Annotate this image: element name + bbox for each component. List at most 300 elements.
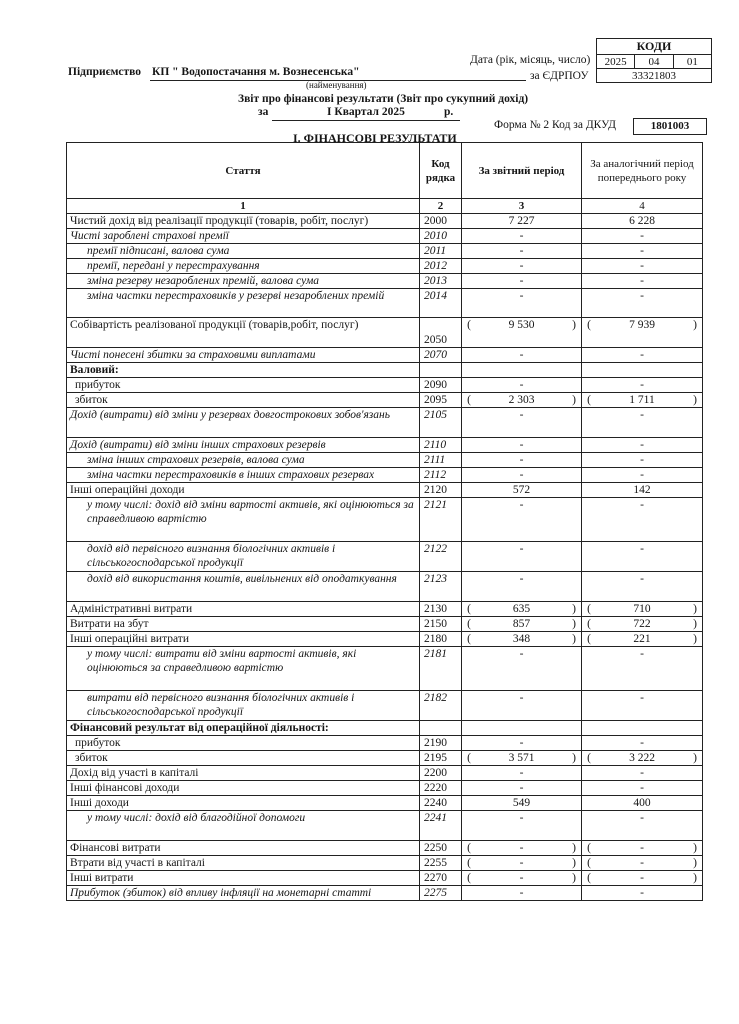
amount: - bbox=[519, 290, 524, 302]
table-row bbox=[67, 647, 703, 691]
col-number-1: 1 bbox=[67, 199, 420, 214]
row-current-value bbox=[462, 498, 582, 542]
open-paren: ( bbox=[587, 394, 591, 406]
open-paren: ( bbox=[467, 752, 471, 764]
row-code: 2200 bbox=[420, 766, 462, 781]
close-paren: ) bbox=[693, 857, 697, 869]
row-code: 2012 bbox=[420, 259, 462, 274]
row-article: Собівартість реалізованої продукції (товарів,робіт, послуг) bbox=[67, 318, 420, 348]
row-previous-value bbox=[582, 453, 703, 468]
row-current-value bbox=[462, 378, 582, 393]
row-current-value bbox=[462, 796, 582, 811]
table-row bbox=[67, 483, 703, 498]
row-current-value bbox=[462, 214, 582, 229]
amount: - bbox=[640, 290, 644, 302]
table-row bbox=[67, 691, 703, 721]
row-current-value bbox=[462, 602, 582, 617]
col-header-article: Стаття bbox=[67, 143, 420, 199]
row-code: 2013 bbox=[420, 274, 462, 289]
table-row bbox=[67, 766, 703, 781]
amount: - bbox=[519, 245, 524, 257]
row-previous-value bbox=[582, 886, 703, 901]
row-code: 2000 bbox=[420, 214, 462, 229]
date-day: 01 bbox=[673, 55, 711, 69]
row-previous-value bbox=[582, 796, 703, 811]
close-paren: ) bbox=[693, 603, 697, 615]
close-paren: ) bbox=[572, 319, 576, 331]
row-current-value bbox=[462, 542, 582, 572]
row-article: Інші операційні доходи bbox=[67, 483, 420, 498]
amount: - bbox=[640, 499, 644, 511]
amount: 1 711 bbox=[629, 394, 655, 406]
row-previous-value bbox=[582, 244, 703, 259]
row-code: 2150 bbox=[420, 617, 462, 632]
row-previous-value bbox=[582, 214, 703, 229]
row-current-value bbox=[462, 647, 582, 691]
row-code: 2275 bbox=[420, 886, 462, 901]
row-current-value bbox=[462, 363, 582, 378]
row-code: 2120 bbox=[420, 483, 462, 498]
close-paren: ) bbox=[693, 633, 697, 645]
row-article: Дохід від участі в капіталі bbox=[67, 766, 420, 781]
open-paren: ( bbox=[587, 603, 591, 615]
table-row bbox=[67, 886, 703, 901]
amount: - bbox=[519, 872, 524, 884]
table-row bbox=[67, 453, 703, 468]
row-article: Валовий: bbox=[67, 363, 420, 378]
row-article: зміна частки перестраховиків у резерві незароблених премій bbox=[67, 289, 420, 318]
amount: - bbox=[640, 230, 644, 242]
close-paren: ) bbox=[693, 394, 697, 406]
amount: 857 bbox=[512, 618, 531, 630]
amount: 9 530 bbox=[508, 319, 535, 331]
amount: - bbox=[519, 842, 524, 854]
amount: 2 303 bbox=[508, 394, 535, 406]
form-label: Форма № 2 Код за ДКУД bbox=[494, 119, 616, 131]
row-current-value bbox=[462, 811, 582, 841]
amount: - bbox=[640, 857, 644, 869]
close-paren: ) bbox=[572, 633, 576, 645]
period-value: I Квартал 2025 bbox=[327, 106, 405, 118]
row-previous-value bbox=[582, 274, 703, 289]
row-article: Інші доходи bbox=[67, 796, 420, 811]
table-row bbox=[67, 438, 703, 453]
row-code: 2190 bbox=[420, 736, 462, 751]
row-code: 2123 bbox=[420, 572, 462, 602]
row-previous-value bbox=[582, 647, 703, 691]
amount: - bbox=[519, 349, 524, 361]
close-paren: ) bbox=[572, 842, 576, 854]
amount: 6 228 bbox=[629, 215, 655, 227]
row-previous-value bbox=[582, 856, 703, 871]
open-paren: ( bbox=[467, 618, 471, 630]
row-current-value bbox=[462, 468, 582, 483]
row-previous-value bbox=[582, 602, 703, 617]
table-row bbox=[67, 468, 703, 483]
row-previous-value bbox=[582, 542, 703, 572]
open-paren: ( bbox=[587, 857, 591, 869]
row-article: зміна інших страхових резервів, валова сума bbox=[67, 453, 420, 468]
edrpou-label: за ЄДРПОУ bbox=[530, 70, 589, 82]
amount: 3 571 bbox=[508, 752, 535, 764]
table-row bbox=[67, 214, 703, 229]
row-previous-value bbox=[582, 378, 703, 393]
row-article: Інші операційні витрати bbox=[67, 632, 420, 647]
row-code: 2220 bbox=[420, 781, 462, 796]
amount: 348 bbox=[512, 633, 531, 645]
table-row bbox=[67, 602, 703, 617]
row-previous-value bbox=[582, 736, 703, 751]
amount: - bbox=[519, 737, 524, 749]
open-paren: ( bbox=[467, 857, 471, 869]
row-previous-value bbox=[582, 393, 703, 408]
row-code: 2121 bbox=[420, 498, 462, 542]
row-previous-value bbox=[582, 229, 703, 244]
row-current-value bbox=[462, 348, 582, 363]
row-article: прибуток bbox=[67, 378, 420, 393]
row-previous-value bbox=[582, 289, 703, 318]
row-current-value bbox=[462, 886, 582, 901]
row-current-value bbox=[462, 766, 582, 781]
amount: - bbox=[519, 454, 524, 466]
row-current-value bbox=[462, 393, 582, 408]
table-row bbox=[67, 617, 703, 632]
amount: 722 bbox=[633, 618, 651, 630]
amount: - bbox=[519, 499, 524, 511]
close-paren: ) bbox=[572, 394, 576, 406]
table-row bbox=[67, 572, 703, 602]
row-current-value bbox=[462, 408, 582, 438]
amount: - bbox=[519, 439, 524, 451]
row-previous-value bbox=[582, 483, 703, 498]
open-paren: ( bbox=[467, 872, 471, 884]
row-article: Фінансові витрати bbox=[67, 841, 420, 856]
amount: - bbox=[640, 409, 644, 421]
table-row bbox=[67, 393, 703, 408]
table-row bbox=[67, 632, 703, 647]
close-paren: ) bbox=[693, 872, 697, 884]
col-number-2: 2 bbox=[420, 199, 462, 214]
amount: - bbox=[519, 887, 524, 899]
close-paren: ) bbox=[693, 618, 697, 630]
amount: 635 bbox=[512, 603, 531, 615]
row-current-value bbox=[462, 274, 582, 289]
table-row bbox=[67, 721, 703, 736]
table-row bbox=[67, 244, 703, 259]
codes-box bbox=[596, 38, 712, 83]
row-code: 2122 bbox=[420, 542, 462, 572]
row-current-value bbox=[462, 244, 582, 259]
table-row bbox=[67, 259, 703, 274]
edrpou-code: 33321803 bbox=[597, 69, 712, 83]
amount: 710 bbox=[633, 603, 651, 615]
amount: - bbox=[519, 812, 524, 824]
amount: 572 bbox=[512, 484, 531, 496]
row-code: 2270 bbox=[420, 871, 462, 886]
row-current-value bbox=[462, 781, 582, 796]
close-paren: ) bbox=[693, 842, 697, 854]
row-code: 2070 bbox=[420, 348, 462, 363]
row-previous-value bbox=[582, 841, 703, 856]
table-row bbox=[67, 274, 703, 289]
enterprise-label: Підприємство bbox=[68, 66, 142, 78]
row-code bbox=[420, 363, 462, 378]
amount: - bbox=[519, 230, 524, 242]
table-row bbox=[67, 229, 703, 244]
amount: - bbox=[519, 543, 524, 555]
amount: 400 bbox=[633, 797, 651, 809]
amount: - bbox=[640, 469, 644, 481]
row-article: збиток bbox=[67, 751, 420, 766]
amount: 549 bbox=[512, 797, 531, 809]
row-article: Чисті понесені збитки за страховими виплатами bbox=[67, 348, 420, 363]
col-header-current: За звітний період bbox=[462, 143, 582, 199]
col-number-3: 3 bbox=[462, 199, 582, 214]
row-current-value bbox=[462, 438, 582, 453]
amount: - bbox=[519, 767, 524, 779]
row-current-value bbox=[462, 751, 582, 766]
amount: - bbox=[519, 409, 524, 421]
row-code: 2112 bbox=[420, 468, 462, 483]
row-article: Інші витрати bbox=[67, 871, 420, 886]
table-row bbox=[67, 498, 703, 542]
row-code: 2250 bbox=[420, 841, 462, 856]
row-article: у тому числі: дохід від благодійної допомоги bbox=[67, 811, 420, 841]
amount: - bbox=[640, 648, 644, 660]
table-row bbox=[67, 796, 703, 811]
row-previous-value bbox=[582, 871, 703, 886]
table-row bbox=[67, 408, 703, 438]
table-row bbox=[67, 871, 703, 886]
row-current-value bbox=[462, 841, 582, 856]
name-caption: (найменування) bbox=[306, 80, 367, 90]
row-previous-value bbox=[582, 632, 703, 647]
row-current-value bbox=[462, 856, 582, 871]
open-paren: ( bbox=[467, 633, 471, 645]
row-current-value bbox=[462, 617, 582, 632]
row-previous-value bbox=[582, 751, 703, 766]
row-article: премії підписані, валова сума bbox=[67, 244, 420, 259]
row-code: 2110 bbox=[420, 438, 462, 453]
amount: - bbox=[519, 275, 524, 287]
period-prefix: за bbox=[258, 106, 269, 118]
row-code: 2090 bbox=[420, 378, 462, 393]
row-article: зміна частки перестраховиків в інших страхових резервах bbox=[67, 468, 420, 483]
row-previous-value bbox=[582, 498, 703, 542]
date-label: Дата (рік, місяць, число) bbox=[470, 54, 591, 66]
row-article: Прибуток (збиток) від впливу інфляції на монетарні статті bbox=[67, 886, 420, 901]
row-code: 2181 bbox=[420, 647, 462, 691]
amount: - bbox=[519, 379, 524, 391]
amount: - bbox=[640, 349, 644, 361]
row-article: Інші фінансові доходи bbox=[67, 781, 420, 796]
amount: - bbox=[519, 648, 524, 660]
amount: - bbox=[519, 573, 524, 585]
amount: - bbox=[640, 454, 644, 466]
amount: 3 222 bbox=[629, 752, 655, 764]
row-code: 2241 bbox=[420, 811, 462, 841]
row-article: дохід від первісного визнання біологічних активів і сільськогосподарської продукції bbox=[67, 542, 420, 572]
row-article: збиток bbox=[67, 393, 420, 408]
close-paren: ) bbox=[572, 618, 576, 630]
amount: - bbox=[640, 782, 644, 794]
row-article: витрати від первісного визнання біологічних активів і сільськогосподарської продукції bbox=[67, 691, 420, 721]
row-code: 2240 bbox=[420, 796, 462, 811]
amount: - bbox=[640, 379, 644, 391]
row-current-value bbox=[462, 453, 582, 468]
table-row bbox=[67, 736, 703, 751]
open-paren: ( bbox=[587, 618, 591, 630]
row-previous-value bbox=[582, 781, 703, 796]
row-previous-value bbox=[582, 811, 703, 841]
period-suffix: р. bbox=[444, 106, 454, 118]
open-paren: ( bbox=[587, 633, 591, 645]
amount: - bbox=[640, 439, 644, 451]
row-code: 2111 bbox=[420, 453, 462, 468]
row-previous-value bbox=[582, 363, 703, 378]
amount: 7 227 bbox=[508, 215, 535, 227]
table-row bbox=[67, 542, 703, 572]
amount: - bbox=[640, 573, 644, 585]
table-row bbox=[67, 856, 703, 871]
row-previous-value bbox=[582, 438, 703, 453]
close-paren: ) bbox=[572, 603, 576, 615]
amount: - bbox=[640, 275, 644, 287]
row-code: 2011 bbox=[420, 244, 462, 259]
amount: 7 939 bbox=[629, 319, 655, 331]
date-month: 04 bbox=[635, 55, 673, 69]
dkud-code: 1801003 bbox=[633, 118, 707, 135]
col-header-code: Код рядка bbox=[420, 143, 462, 199]
amount: - bbox=[640, 812, 644, 824]
row-current-value bbox=[462, 721, 582, 736]
table-row bbox=[67, 348, 703, 363]
row-code: 2180 bbox=[420, 632, 462, 647]
row-previous-value bbox=[582, 617, 703, 632]
row-code: 2105 bbox=[420, 408, 462, 438]
row-previous-value bbox=[582, 348, 703, 363]
section-title: I. ФІНАНСОВІ РЕЗУЛЬТАТИ bbox=[293, 131, 457, 145]
row-current-value bbox=[462, 871, 582, 886]
amount: - bbox=[640, 245, 644, 257]
open-paren: ( bbox=[467, 842, 471, 854]
row-previous-value bbox=[582, 408, 703, 438]
close-paren: ) bbox=[693, 752, 697, 764]
row-current-value bbox=[462, 736, 582, 751]
row-code: 2182 bbox=[420, 691, 462, 721]
amount: - bbox=[519, 857, 524, 869]
table-row bbox=[67, 751, 703, 766]
amount: - bbox=[640, 543, 644, 555]
close-paren: ) bbox=[572, 872, 576, 884]
row-article: Чистий дохід від реалізації продукції (товарів, робіт, послуг) bbox=[67, 214, 420, 229]
col-header-previous: За аналогічний період попереднього року bbox=[582, 143, 703, 199]
open-paren: ( bbox=[587, 752, 591, 764]
row-current-value bbox=[462, 289, 582, 318]
financial-results-table bbox=[66, 142, 703, 901]
row-article: Дохід (витрати) від зміни інших страхових резервів bbox=[67, 438, 420, 453]
amount: - bbox=[519, 782, 524, 794]
row-code bbox=[420, 721, 462, 736]
table-row bbox=[67, 378, 703, 393]
row-current-value bbox=[462, 229, 582, 244]
date-year: 2025 bbox=[597, 55, 635, 69]
row-article: Адміністративні витрати bbox=[67, 602, 420, 617]
open-paren: ( bbox=[587, 872, 591, 884]
amount: 221 bbox=[633, 633, 651, 645]
row-article: Втрати від участі в капіталі bbox=[67, 856, 420, 871]
close-paren: ) bbox=[693, 319, 697, 331]
row-code: 2010 bbox=[420, 229, 462, 244]
row-article: премії, передані у перестрахування bbox=[67, 259, 420, 274]
open-paren: ( bbox=[467, 394, 471, 406]
row-code: 2130 bbox=[420, 602, 462, 617]
row-current-value bbox=[462, 483, 582, 498]
row-previous-value bbox=[582, 766, 703, 781]
row-article: Фінансовий результат від операційної діяльності: bbox=[67, 721, 420, 736]
row-article: дохід від використання коштів, вивільнених від оподаткування bbox=[67, 572, 420, 602]
row-article: у тому числі: дохід від зміни вартості активів, які оцінюються за справедливою вартістю bbox=[67, 498, 420, 542]
close-paren: ) bbox=[572, 752, 576, 764]
open-paren: ( bbox=[467, 319, 471, 331]
table-row bbox=[67, 318, 703, 348]
enterprise-name: КП " Водопостачання м. Вознесенська" bbox=[152, 66, 360, 78]
open-paren: ( bbox=[587, 842, 591, 854]
amount: 142 bbox=[633, 484, 651, 496]
period-underline bbox=[272, 120, 460, 121]
col-number-4: 4 bbox=[582, 199, 703, 214]
row-previous-value bbox=[582, 721, 703, 736]
amount: - bbox=[640, 872, 644, 884]
row-current-value bbox=[462, 259, 582, 274]
amount: - bbox=[640, 767, 644, 779]
row-current-value bbox=[462, 572, 582, 602]
row-previous-value bbox=[582, 691, 703, 721]
row-code: 2095 bbox=[420, 393, 462, 408]
row-current-value bbox=[462, 691, 582, 721]
close-paren: ) bbox=[572, 857, 576, 869]
row-current-value bbox=[462, 318, 582, 348]
codes-title: КОДИ bbox=[597, 39, 712, 55]
row-article: Витрати на збут bbox=[67, 617, 420, 632]
table-row bbox=[67, 289, 703, 318]
amount: - bbox=[640, 260, 644, 272]
row-previous-value bbox=[582, 259, 703, 274]
row-article: зміна резерву незароблених премій, валова сума bbox=[67, 274, 420, 289]
row-article: Дохід (витрати) від зміни у резервах довгострокових зобов'язань bbox=[67, 408, 420, 438]
row-code: 2255 bbox=[420, 856, 462, 871]
row-article: прибуток bbox=[67, 736, 420, 751]
table-row bbox=[67, 811, 703, 841]
amount: - bbox=[640, 737, 644, 749]
row-code: 2195 bbox=[420, 751, 462, 766]
open-paren: ( bbox=[587, 319, 591, 331]
row-previous-value bbox=[582, 318, 703, 348]
amount: - bbox=[519, 260, 524, 272]
open-paren: ( bbox=[467, 603, 471, 615]
row-code: 2014 bbox=[420, 289, 462, 318]
row-current-value bbox=[462, 632, 582, 647]
amount: - bbox=[640, 887, 644, 899]
row-article: у тому числі: витрати від зміни вартості активів, які оцінюються за справедливою вартістю bbox=[67, 647, 420, 691]
amount: - bbox=[519, 692, 524, 704]
table-row bbox=[67, 781, 703, 796]
amount: - bbox=[640, 842, 644, 854]
amount: - bbox=[640, 692, 644, 704]
report-title: Звіт про фінансові результати (Звіт про сукупний дохід) bbox=[238, 93, 529, 105]
table-row bbox=[67, 363, 703, 378]
row-code: 2050 bbox=[420, 318, 462, 348]
